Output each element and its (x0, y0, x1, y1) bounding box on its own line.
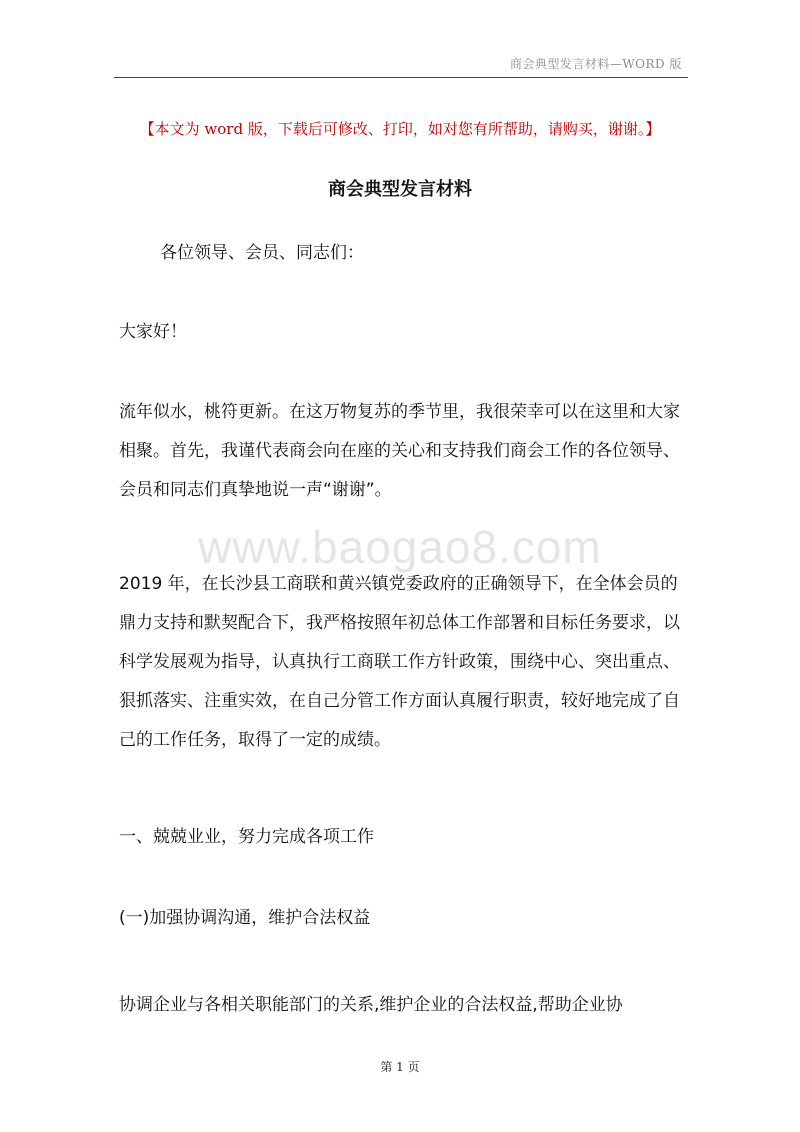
subsection-heading-1: (一)加强协调沟通，维护合法权益 (119, 908, 371, 928)
section-heading-1: 一、兢兢业业，努力完成各项工作 (119, 827, 374, 847)
paragraph-summary: 2019 年，在长沙县工商联和黄兴镇党委政府的正确领导下，在全体会员的鼎力支持和默契配合下，我严格按照年初总体工作部署和目标任务要求，以科学发展观为指导，认真执行工商联工作方针政策，围绕中心、突出重点、狠抓落实、注重实效，在自己分管工作方面认真履行职责，较好地完成了自己的工作任务，取得了一定的成绩。 (119, 574, 680, 750)
greeting: 大家好！ (119, 322, 187, 342)
watermark: www.baogao8.com (198, 521, 602, 573)
salutation: 各位领导、会员、同志们： (160, 243, 364, 263)
paragraph-coordination: 协调企业与各相关职能部门的关系,维护企业的合法权益,帮助企业协 (119, 995, 623, 1015)
document-title: 商会典型发言材料 (328, 179, 472, 200)
paragraph-opening: 流年似水，桃符更新。在这万物复苏的季节里，我很荣幸可以在这里和大家相聚。首先，我谨代表商会向在座的关心和支持我们商会工作的各位领导、会员和同志们真挚地说一声“谢谢”。 (119, 402, 680, 500)
running-header: 商会典型发言材料—WORD 版 (509, 57, 682, 71)
header-divider (114, 77, 688, 78)
download-notice: 【本文为 word 版，下载后可修改、打印，如对您有所帮助，请购买，谢谢。】 (139, 120, 661, 138)
page-number: 第 1 页 (380, 1060, 420, 1074)
